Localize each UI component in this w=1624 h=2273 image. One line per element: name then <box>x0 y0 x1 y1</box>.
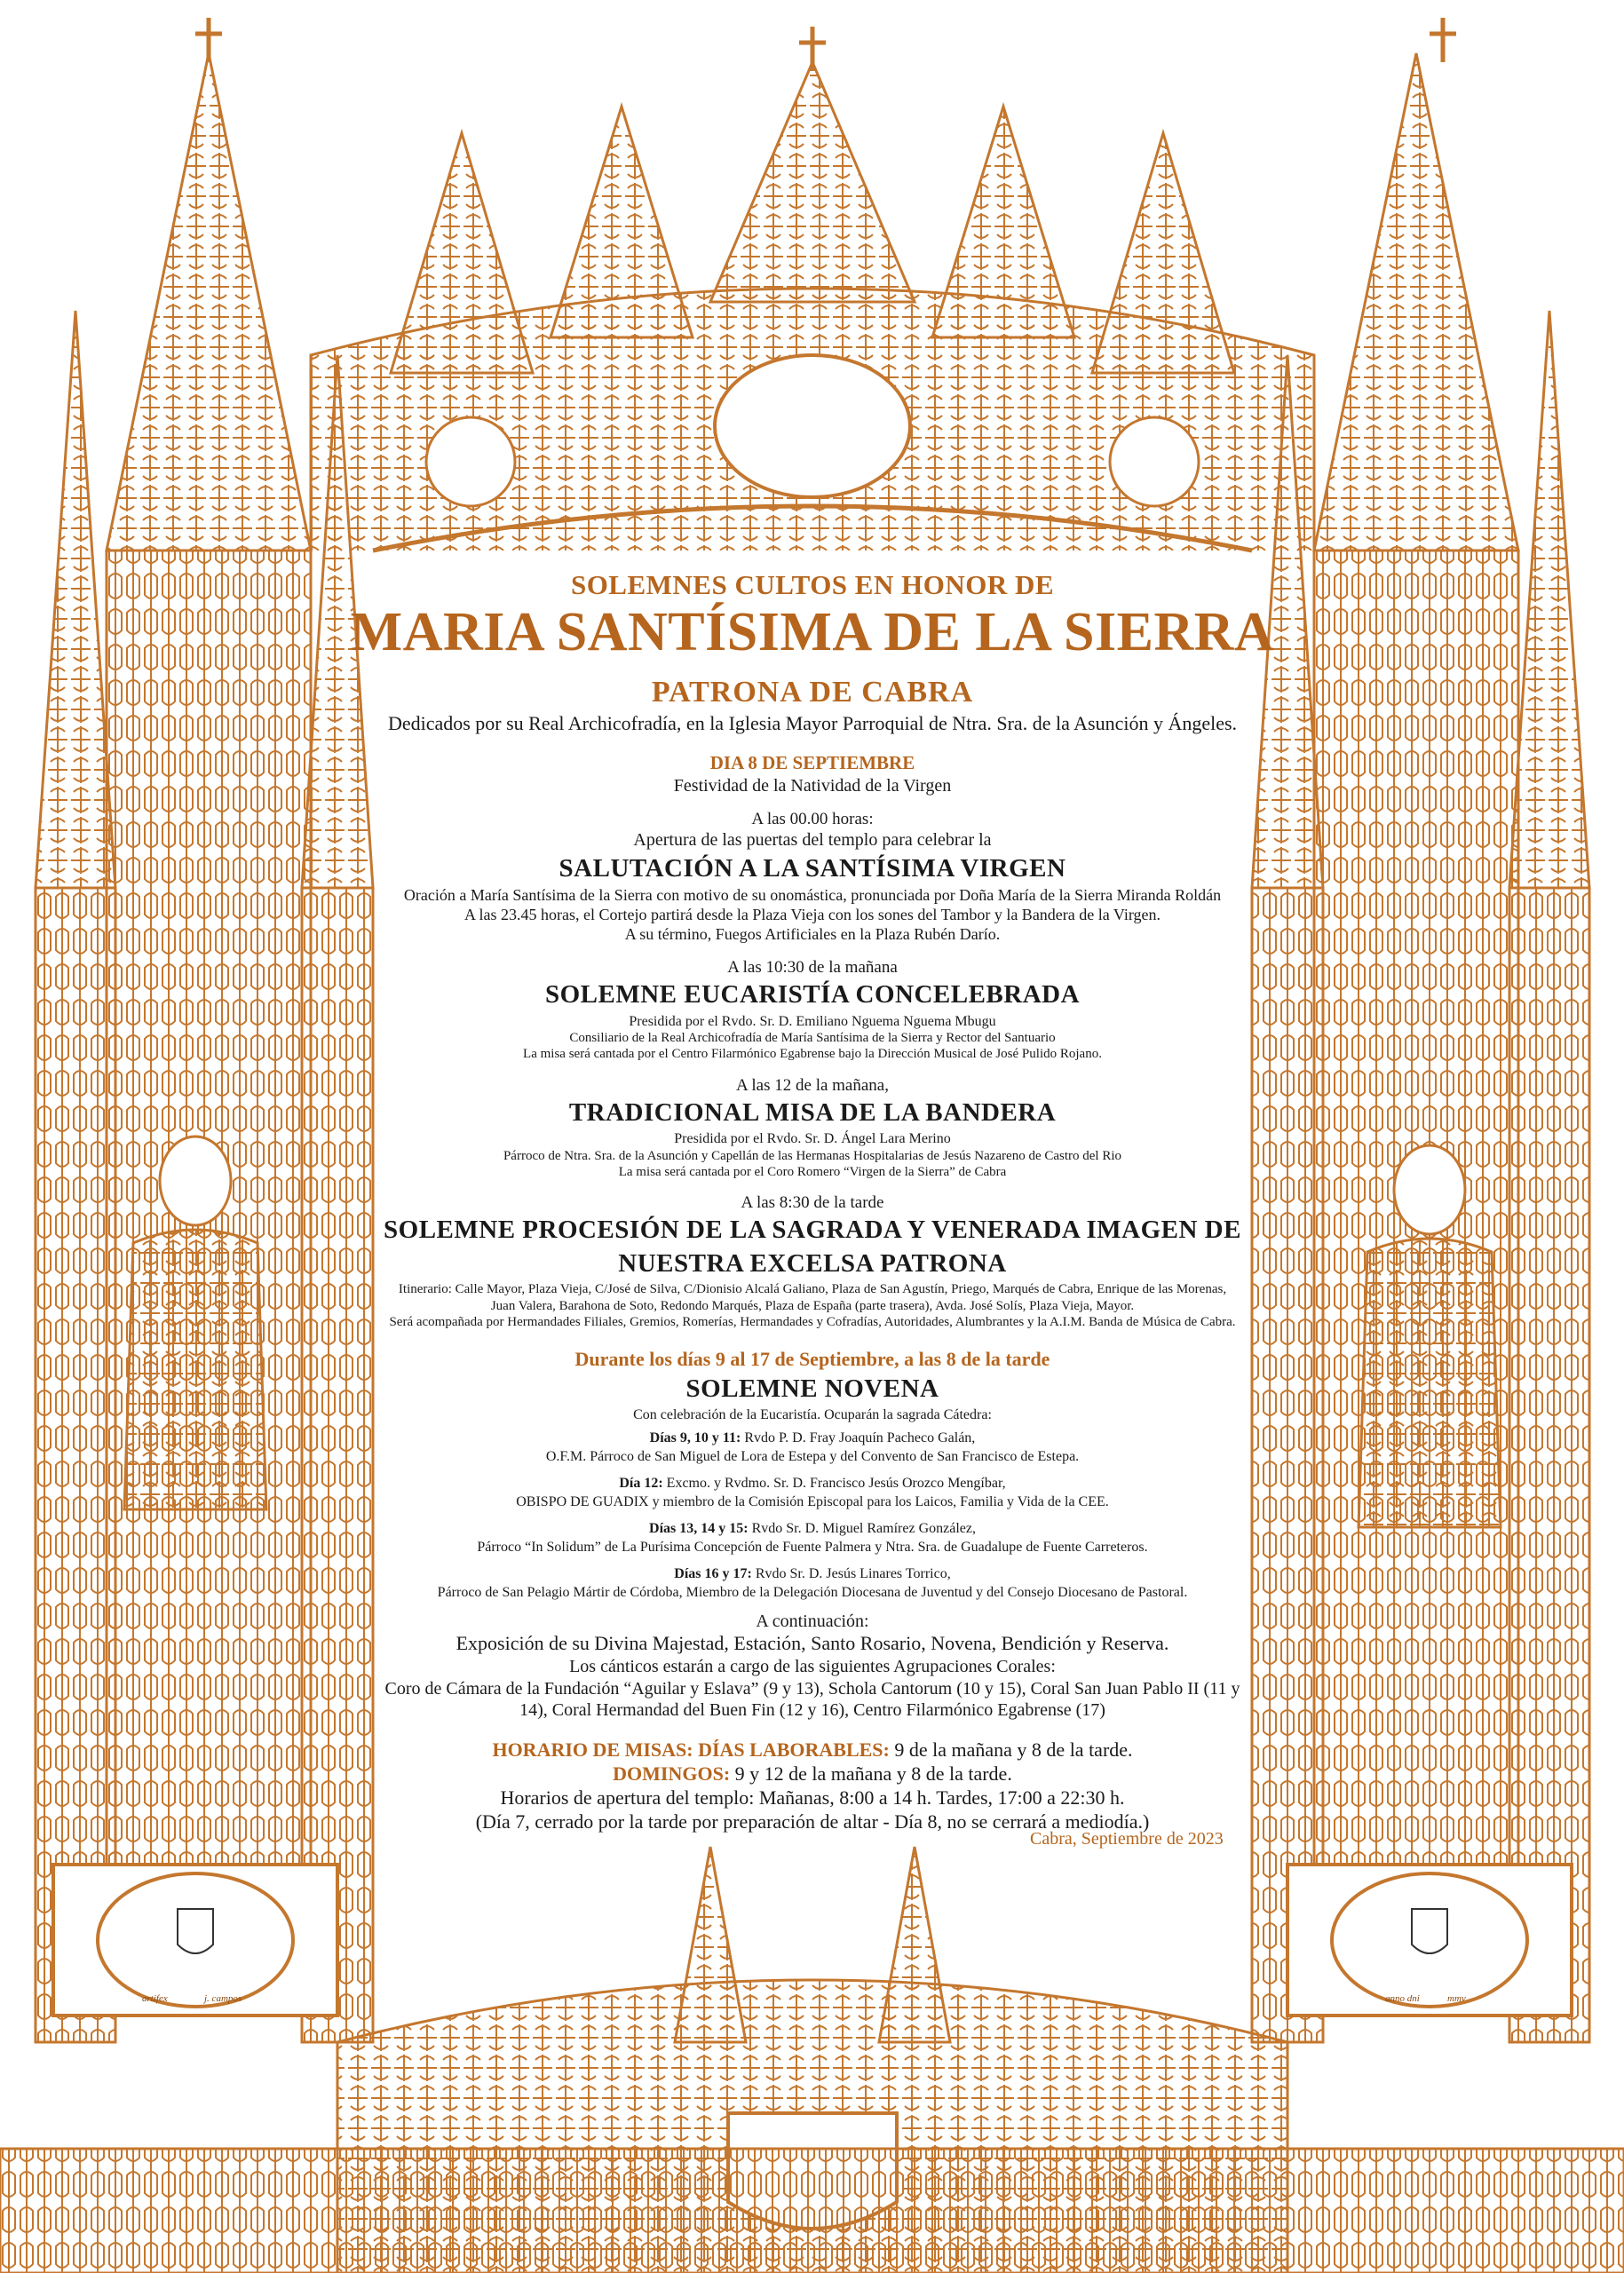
day8-feast: Festividad de la Natividad de la Virgen <box>673 775 952 796</box>
choirs-line-2: 14), Coral Hermandad del Buen Fin (12 y 16), Centro Filarmónico Egabrense (17) <box>519 1699 1105 1720</box>
bandera-title: TRADICIONAL MISA DE LA BANDERA <box>568 1097 1057 1127</box>
schedule-note: (Día 7, cerrado por la tarde por preparación de altar - Día 8, no se cerrará a mediodía.) <box>475 1810 1150 1833</box>
preacher-3: Días 13, 14 y 15: Rvdo Sr. D. Miguel Ramírez González, <box>649 1520 976 1536</box>
preacher-1: Días 9, 10 y 11: Rvdo P. D. Fray Joaquín Pacheco Galán, <box>649 1430 976 1445</box>
eucaristia-time: A las 10:30 de la mañana <box>727 958 898 977</box>
preacher-2-detail: OBISPO DE GUADIX y miembro de la Comisión Episcopal para los Laicos, Familia y Vida de la CEE. <box>516 1494 1109 1510</box>
main-title: MARIA SANTÍSIMA DE LA SIERRA <box>350 601 1275 662</box>
schedule-opening: Horarios de apertura del templo: Mañanas, 8:00 a 14 h. Tardes, 17:00 a 22:30 h. <box>500 1786 1125 1810</box>
schedule-weekdays: HORARIO DE MISAS: DÍAS LABORABLES: 9 de la mañana y 8 de la tarde. <box>492 1738 1133 1762</box>
artist-signature-right-1: anno dni <box>1385 1993 1420 2004</box>
right-tower <box>1252 18 1589 2042</box>
procesion-itinerary-2: Juan Valera, Barahona de Soto, Redondo Marqués, Plaza de España (parte trasera), Avda. José Solís, Plaza Vieja, Mayor. <box>490 1298 1135 1313</box>
artist-signature-left-1: artifex <box>142 1993 168 2004</box>
coat-of-arms-left <box>178 1909 213 1953</box>
salutacion-line3: A su término, Fuegos Artificiales en la Plaza Rubén Darío. <box>624 925 1001 944</box>
top-canopy <box>311 27 1314 550</box>
choirs-intro: Los cánticos estarán a cargo de las siguientes Agrupaciones Corales: <box>569 1657 1056 1677</box>
choirs-line-1: Coro de Cámara de la Fundación “Aguilar y Eslava” (9 y 13), Schola Cantorum (10 y 15), Coral San Juan Pablo II (11 y <box>384 1678 1240 1699</box>
bandera-line3: La misa será cantada por el Coro Romero “Virgen de la Sierra” de Cabra <box>618 1165 1007 1180</box>
eucaristia-title: SOLEMNE EUCARISTÍA CONCELEBRADA <box>544 980 1081 1010</box>
bandera-line2: Párroco de Ntra. Sra. de la Asunción y Capellán de las Hermanas Hospitalarias de Jesús Nazareno de Castro del Rio <box>503 1148 1122 1163</box>
dedication: Dedicados por su Real Archicofradía, en la Iglesia Mayor Parroquial de Ntra. Sra. de la Asunción y Ángeles. <box>387 712 1238 735</box>
salutacion-intro: Apertura de las puertas del templo para celebrar la <box>633 830 992 851</box>
left-tower <box>36 18 373 2042</box>
novena-title: SOLEMNE NOVENA <box>685 1374 939 1403</box>
continuation: A continuación: <box>756 1611 869 1631</box>
novena-dates: Durante los días 9 al 17 de Septiembre, a las 8 de la tarde <box>574 1348 1050 1371</box>
bandera-time: A las 12 de la mañana, <box>735 1075 889 1095</box>
coat-of-arms-right <box>1412 1909 1447 1953</box>
procesion-itinerary-1: Itinerario: Calle Mayor, Plaza Vieja, C/José de Silva, C/Dionisio Alcalá Galiano, Plaza de San Agustín, Priego, Marqués de Cabra, Enrique de las Morenas, <box>398 1282 1227 1297</box>
artist-signature-left-2: j. campos <box>204 1993 242 2004</box>
subtitle: PATRONA DE CABRA <box>651 675 974 709</box>
preacher-1-detail: O.F.M. Párroco de San Miguel de Lora de Estepa y del Convento de San Francisco de Estepa. <box>545 1449 1080 1465</box>
eucaristia-line3: La misa será cantada por el Centro Filarmónico Egabrense bajo la Dirección Musical de José Pulido Rojano. <box>523 1047 1102 1062</box>
salutacion-title: SALUTACIÓN A LA SANTÍSIMA VIRGEN <box>558 853 1066 883</box>
novena-intro: Con celebración de la Eucaristía. Ocuparán la sagrada Cátedra: <box>633 1407 992 1423</box>
schedule-sundays: DOMINGOS: 9 y 12 de la mañana y 8 de la tarde. <box>613 1762 1012 1786</box>
preacher-3-detail: Párroco “In Solidum” de La Purísima Concepción de Fuente Palmera y Ntra. Sra. de Guadalupe de Fuente Carreteros. <box>477 1540 1148 1556</box>
salutacion-time: A las 00.00 horas: <box>751 810 874 829</box>
procesion-time: A las 8:30 de la tarde <box>741 1193 884 1213</box>
day8-date: DIA 8 DE SEPTIEMBRE <box>709 752 915 774</box>
procesion-title-2: NUESTRA EXCELSA PATRONA <box>618 1248 1007 1278</box>
preacher-4-detail: Párroco de San Pelagio Mártir de Córdoba, Miembro de la Delegación Diocesana de Juventud y del Consejo Diocesano de Pastoral. <box>437 1585 1188 1601</box>
bandera-line1: Presidida por el Rvdo. Sr. D. Ángel Lara Merino <box>674 1131 951 1147</box>
pretitle: SOLEMNES CULTOS EN HONOR DE <box>570 569 1055 600</box>
poster-content <box>329 568 1296 1834</box>
procesion-title-1: SOLEMNE PROCESIÓN DE LA SAGRADA Y VENERADA IMAGEN DE <box>384 1216 1241 1245</box>
artist-signature-right-2: mmv <box>1447 1993 1466 2004</box>
preacher-2: Día 12: Excmo. y Rvdmo. Sr. D. Francisco Jesús Orozco Mengíbar, <box>619 1475 1006 1491</box>
eucaristia-line2: Consiliario de la Real Archicofradía de María Santísima de la Sierra y Rector del Santuario <box>569 1031 1056 1046</box>
preacher-4: Días 16 y 17: Rvdo Sr. D. Jesús Linares Torrico, <box>674 1565 951 1581</box>
salutacion-line1: Oración a María Santísima de la Sierra con motivo de su onomástica, pronunciada por Doña María de la Sierra Miranda Roldán <box>403 886 1222 905</box>
salutacion-line2: A las 23.45 horas, el Cortejo partirá desde la Plaza Vieja con los sones del Tambor y la Bandera de la Virgen. <box>463 906 1161 924</box>
exposition: Exposición de su Divina Majestad, Estación, Santo Rosario, Novena, Bendición y Reserva. <box>456 1632 1169 1655</box>
eucaristia-line1: Presidida por el Rvdo. Sr. D. Emiliano Nguema Nguema Mbugu <box>629 1013 996 1029</box>
footer-date: Cabra, Septiembre de 2023 <box>1030 1829 1224 1849</box>
procesion-accompany: Será acompañada por Hermandades Filiales, Gremios, Romerías, Hermandades y Cofradías, Autoridades, Alumbrantes y la A.I.M. Banda de Música de Cabra. <box>389 1314 1236 1329</box>
